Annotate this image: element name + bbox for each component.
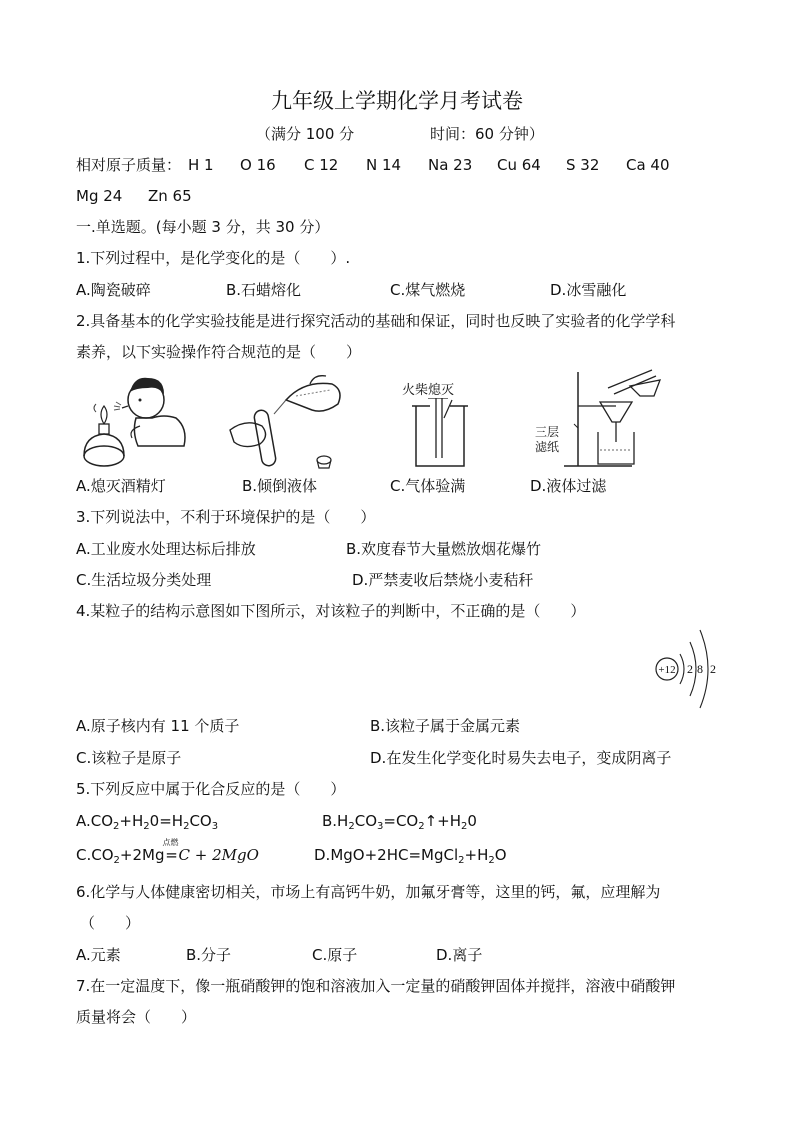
atomic-mass-item: Zn 65 (148, 187, 192, 205)
atomic-mass-item: Na 23 (428, 156, 473, 174)
atomic-mass-item: O 16 (240, 156, 276, 174)
option-d[interactable]: D.在发生化学变化时易失去电子，变成阴离子 (370, 749, 672, 767)
shell-electrons: 8 (697, 662, 703, 676)
option-b[interactable]: B.分子 (186, 946, 232, 964)
figure-c-label: 火柴熄灭 (402, 383, 455, 398)
question-stem: 2.具备基本的化学实验技能是进行探究活动的基础和保证，同时也反映了实验者的化学学科 (76, 312, 676, 330)
question-stem: 7.在一定温度下，像一瓶硝酸钾的饱和溶液加入一定量的硝酸钾固体并搅拌，溶液中硝酸钾 (76, 977, 676, 995)
option-c[interactable]: C.该粒子是原子 (76, 749, 182, 767)
figure-d-label: 三层 (535, 425, 560, 439)
option-d[interactable]: D.液体过滤 (530, 477, 607, 495)
option-d[interactable]: D.冰雪融化 (550, 281, 627, 299)
question-stem: 6.化学与人体健康密切相关，市场上有高钙牛奶，加氟牙膏等，这里的钙，氟，应理解为 (76, 883, 661, 901)
option-a[interactable]: A.熄灭酒精灯 (76, 477, 166, 495)
option-c[interactable]: C.生活垃圾分类处理 (76, 571, 212, 589)
option-d[interactable]: D.严禁麦收后禁烧小麦秸秆 (352, 571, 534, 589)
question-stem: 3.下列说法中，不利于环境保护的是（ ） (76, 508, 376, 526)
question-stem: 5.下列反应中属于化合反应的是（ ） (76, 780, 346, 798)
atomic-mass-item: Cu 64 (497, 156, 541, 174)
option-a[interactable]: $A.CO_2+H_20=H_2CO_3$ (76, 812, 219, 832)
option-b[interactable]: $B.H_2CO_3=CO_2↑+H_20$ (322, 812, 477, 832)
option-b[interactable]: B.倾倒液体 (242, 477, 318, 495)
question-stem: 4.某粒子的结构示意图如下图所示，对该粒子的判断中，不正确的是（ ） (76, 602, 586, 620)
filtration-figure (560, 366, 670, 474)
atomic-mass-item: Mg 24 (76, 187, 123, 205)
atomic-mass-item: Ca 40 (626, 156, 670, 174)
option-c[interactable]: C.原子 (312, 946, 358, 964)
option-b[interactable]: B.石蜡熔化 (226, 281, 302, 299)
question-stem: 素养，以下实验操作符合规范的是（ ） (76, 343, 362, 361)
atomic-mass-label: 相对原子质量： (76, 156, 182, 174)
option-c[interactable]: $C.CO_2+2Mg$ 点燃 =C + 2MgO (76, 838, 259, 866)
time-limit: 时间：60 分钟） (430, 125, 544, 143)
atomic-mass-item: N 14 (366, 156, 402, 174)
question-stem: 1.下列过程中，是化学变化的是（ ）. (76, 249, 351, 267)
shell-electrons: 2 (710, 662, 716, 676)
question-stem: 质量将会（ ） (76, 1008, 197, 1026)
figure-d-label: 滤纸 (535, 440, 560, 454)
option-a[interactable]: A.陶瓷破碎 (76, 281, 151, 299)
option-a[interactable]: A.工业废水处理达标后排放 (76, 540, 256, 558)
nucleus-charge: +12 (658, 664, 676, 676)
question-stem: （ ） (80, 914, 141, 932)
blow-out-lamp-figure (74, 366, 194, 474)
option-b[interactable]: B.该粒子属于金属元素 (370, 717, 521, 735)
option-c[interactable]: C.煤气燃烧 (390, 281, 466, 299)
full-score: （满分 100 分 (256, 125, 355, 143)
pour-liquid-figure (226, 370, 346, 474)
option-a[interactable]: A.元素 (76, 946, 121, 964)
atomic-mass-item: H 1 (188, 156, 214, 174)
option-d[interactable]: $D.MgO+2HC=MgCl_2+H_2O$ (314, 846, 507, 866)
atom-structure-diagram (650, 626, 720, 712)
section-heading: 一.单选题。(每小题 3 分，共 30 分） (76, 218, 330, 236)
gas-bottle-figure (408, 398, 472, 470)
option-a[interactable]: A.原子核内有 11 个质子 (76, 717, 240, 735)
option-b[interactable]: B.欢度春节大量燃放烟花爆竹 (346, 540, 542, 558)
exam-title: 九年级上学期化学月考试卷 (271, 89, 523, 113)
shell-electrons: 2 (687, 662, 693, 676)
atomic-mass-item: C 12 (304, 156, 339, 174)
atomic-mass-item: S 32 (566, 156, 600, 174)
option-c[interactable]: C.气体验满 (390, 477, 466, 495)
option-d[interactable]: D.离子 (436, 946, 483, 964)
